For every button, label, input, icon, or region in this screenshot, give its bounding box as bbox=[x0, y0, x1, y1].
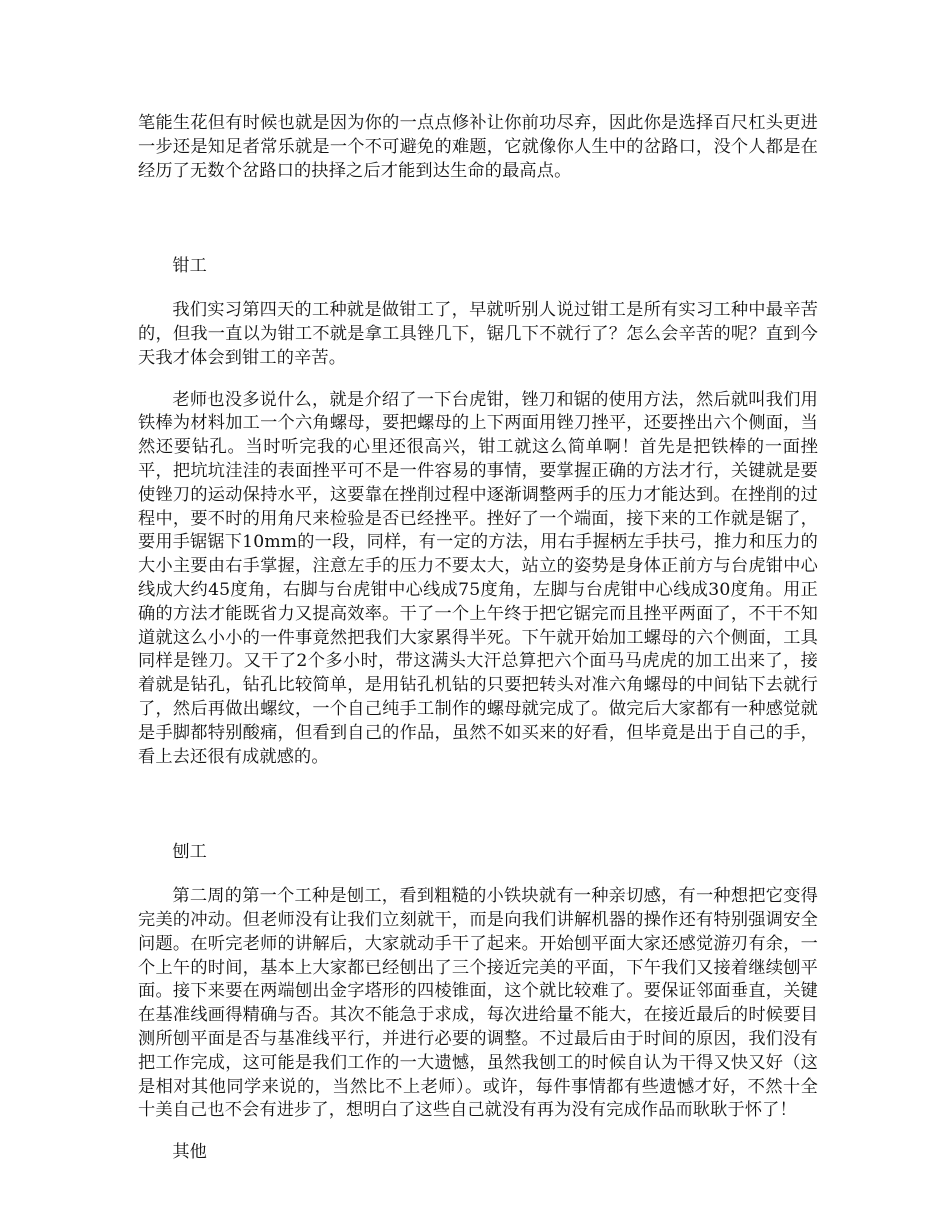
paragraph-spacer bbox=[138, 371, 818, 389]
fitter-paragraph-2: 老师也没多说什么，就是介绍了一下台虎钳，锉刀和锯的使用方法，然后就叫我们用铁棒为材料加工一个六角螺母，要把螺母的上下两面用锉刀挫平，还要挫出六个侧面，当然还要钻孔。当时听完我的心里还很高兴，钳工就这么简单啊！首先是把铁棒的一面挫平，把坑坑洼洼的表面挫平可不是一件容易的事情，要掌握正确的方法才行，关键就是要使锉刀的运动保持水平，这要靠在挫削过程中逐渐调整两手的压力才能达到。在挫削的过程中，要不时的用角尺来检验是否已经挫平。挫好了一个端面，接下来的工作就是锯了，要用手锯锯下10mm的一段，同样，有一定的方法，用右手握柄左手扶弓，推力和压力的大小主要由右手掌握，注意左手的压力不要太大，站立的姿势是身体正前方与台虎钳中心线成大约45度角，右脚与台虎钳中心线成75度角，左脚与台虎钳中心线成30度角。用正确的方法才能既省力又提高效率。干了一个上午终于把它锯完而且挫平两面了，不干不知道就这么小小的一件事竟然把我们大家累得半死。下午就开始加工螺母的六个侧面，工具同样是锉刀。又干了2个多小时，带这满头大汗总算把六个面马马虎虎的加工出来了，接着就是钻孔，钻孔比较简单，是用钻孔机钻的只要把转头对准六角螺母的中间钻下去就行了，然后再做出螺纹，一个自己纯手工制作的螺母就完成了。做完后大家都有一种感觉就是手脚都特别酸痛，但看到自己的作品，虽然不如买来的好看，但毕竟是出于自己的手，看上去还很有成就感的。 bbox=[138, 389, 818, 767]
section-heading-other: 其他 bbox=[172, 1142, 207, 1163]
section-heading-planer: 刨工 bbox=[172, 842, 207, 863]
section-spacer bbox=[138, 1123, 818, 1141]
intro-paragraph: 笔能生花但有时候也就是因为你的一点点修补让你前功尽弃，因此你是选择百尺杠头更进一步还是知足者常乐就是一个不可避免的难题，它就像你人生中的岔路口，没个人都是在经历了无数个岔路口的抉择之后才能到达生命的最高点。 bbox=[138, 113, 818, 181]
document-page bbox=[138, 112, 818, 1165]
planer-paragraph-1: 第二周的第一个工种是刨工，看到粗糙的小铁块就有一种亲切感，有一种想把它变得完美的冲动。但老师没有让我们立刻就干，而是向我们讲解机器的操作还有特别强调安全问题。在听完老师的讲解后，大家就动手干了起来。开始刨平面大家还感觉游刃有余，一个上午的时间，基本上大家都已经刨出了三个接近完美的平面，下午我们又接着继续刨平面。接下来要在两端刨出金字塔形的四棱锥面，这个就比较难了。要保证邻面垂直，关键在基准线画得精确与否。其次不能急于求成，每次进给量不能大，在接近最后的时候要目测所刨平面是否与基准线平行，并进行必要的调整。不过最后由于时间的原因，我们没有把工作完成，这可能是我们工作的一大遗憾，虽然我刨工的时候自认为干得又快又好（这是相对其他同学来说的，当然比不上老师）。或许，每件事情都有些遗憾才好，不然十全十美自己也不会有进步了，想明白了这些自己就没有再为没有完成作品而耿耿于怀了！ bbox=[138, 886, 818, 1121]
heading-spacer bbox=[138, 279, 818, 299]
section-spacer bbox=[138, 769, 818, 841]
fitter-paragraph-1: 我们实习第四天的工种就是做钳工了，早就听别人说过钳工是所有实习工种中最辛苦的，但我一直以为钳工不就是拿工具锉几下，锯几下不就行了？怎么会辛苦的呢？直到今天我才体会到钳工的辛苦。 bbox=[138, 300, 818, 368]
heading-spacer bbox=[138, 865, 818, 885]
section-spacer bbox=[138, 183, 818, 255]
section-heading-fitter: 钳工 bbox=[172, 256, 207, 277]
